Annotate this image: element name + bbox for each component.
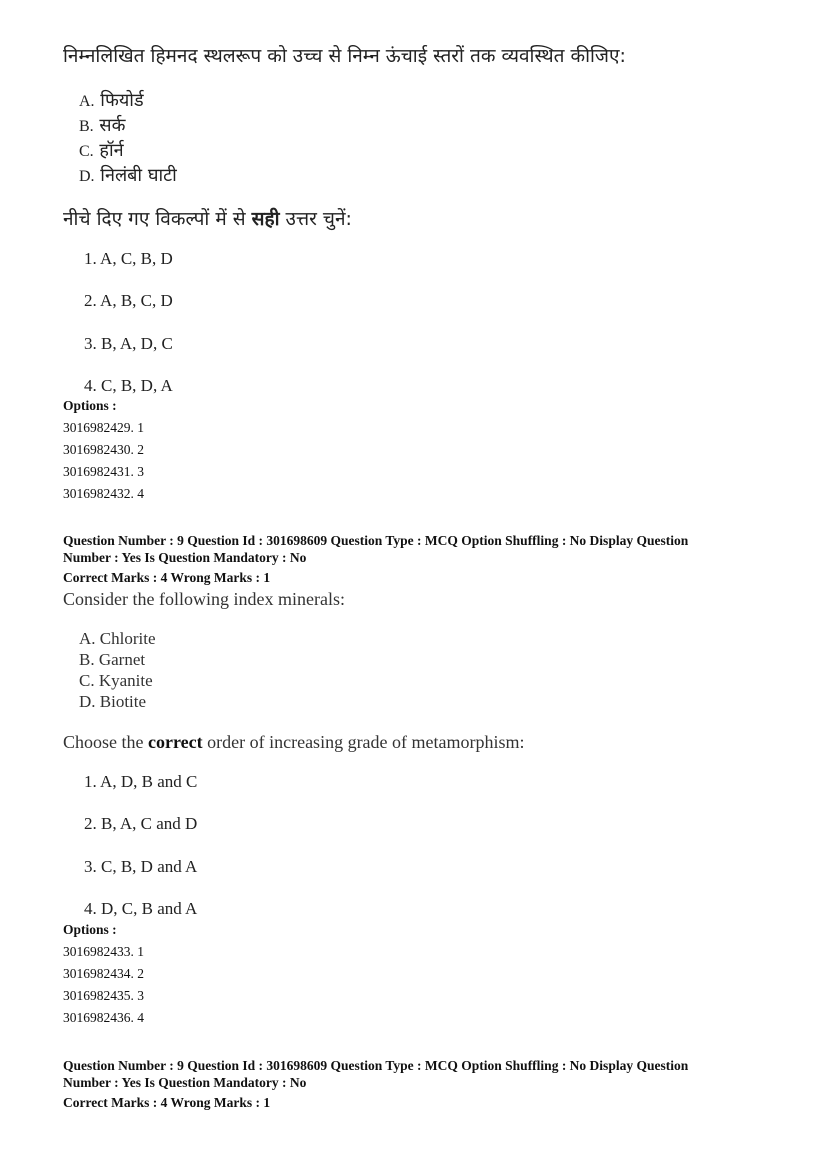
hindi-question-stem: निम्नलिखित हिमनद स्थलरूप को उच्च से निम्न ऊंचाई स्तरों तक व्यवस्थित कीजिए:: [63, 45, 626, 67]
choice-3: 3. B, A, D, C: [84, 334, 173, 353]
choice-1: 1. A, C, B, D: [84, 249, 173, 268]
meta-line: Question Number : 9 Question Id : 301698609 Question Type : MCQ Option Shuffling : No Display Question: [63, 533, 689, 548]
item-text: सर्क: [99, 115, 126, 136]
hindi-item-d: [79, 163, 177, 187]
english-item-b: B. Garnet: [79, 650, 146, 669]
choice-4: 4. D, C, B and A: [84, 899, 198, 918]
question-meta: [63, 532, 763, 586]
question-meta: [63, 1057, 763, 1111]
option-id: 3016982430. 2: [63, 442, 144, 457]
hindi-instruction: [63, 205, 352, 231]
english-item-c: C. Kyanite: [79, 671, 153, 690]
options-label: Options :: [63, 922, 117, 937]
choice-1: 1. A, D, B and C: [84, 772, 198, 791]
choice-2: 2. A, B, C, D: [84, 291, 173, 310]
option-id: 3016982429. 1: [63, 420, 144, 435]
english-item-d: D. Biotite: [79, 692, 147, 711]
item-letter: D.: [79, 168, 95, 185]
instruction-text: नीचे दिए गए विकल्पों में से: [63, 208, 252, 230]
choice-4: 4. C, B, D, A: [84, 376, 173, 395]
options-label: Options :: [63, 398, 117, 413]
meta-line: Question Number : 9 Question Id : 301698609 Question Type : MCQ Option Shuffling : No Display Question: [63, 1058, 689, 1073]
instruction-emphasis: correct: [148, 732, 203, 752]
marks-line: Correct Marks : 4 Wrong Marks : 1: [63, 1095, 271, 1110]
hindi-item-c: [79, 138, 124, 162]
instruction-text: उत्तर चुनें:: [279, 208, 352, 230]
english-item-a: A. Chlorite: [79, 629, 156, 648]
english-instruction: [63, 732, 525, 753]
instruction-emphasis: सही: [251, 208, 280, 230]
item-text: हॉर्न: [99, 140, 124, 161]
item-letter: A.: [79, 93, 95, 110]
option-id: 3016982435. 3: [63, 988, 144, 1003]
meta-line: Number : Yes Is Question Mandatory : No: [63, 550, 307, 565]
choice-3: 3. C, B, D and A: [84, 857, 198, 876]
english-question-stem: Consider the following index minerals:: [63, 589, 345, 609]
item-text: फियोर्ड: [100, 90, 144, 111]
item-letter: B.: [79, 118, 94, 135]
instruction-text: order of increasing grade of metamorphism:: [202, 732, 525, 752]
choice-2: 2. B, A, C and D: [84, 814, 198, 833]
item-letter: C.: [79, 143, 94, 160]
option-id: 3016982432. 4: [63, 486, 144, 501]
meta-line: Number : Yes Is Question Mandatory : No: [63, 1075, 307, 1090]
option-id: 3016982431. 3: [63, 464, 144, 479]
hindi-item-a: [79, 88, 144, 112]
item-text: निलंबी घाटी: [100, 165, 177, 186]
marks-line: Correct Marks : 4 Wrong Marks : 1: [63, 570, 271, 585]
instruction-text: Choose the: [63, 732, 148, 752]
option-id: 3016982436. 4: [63, 1010, 144, 1025]
hindi-item-b: [79, 113, 125, 137]
option-id: 3016982434. 2: [63, 966, 144, 981]
option-id: 3016982433. 1: [63, 944, 144, 959]
